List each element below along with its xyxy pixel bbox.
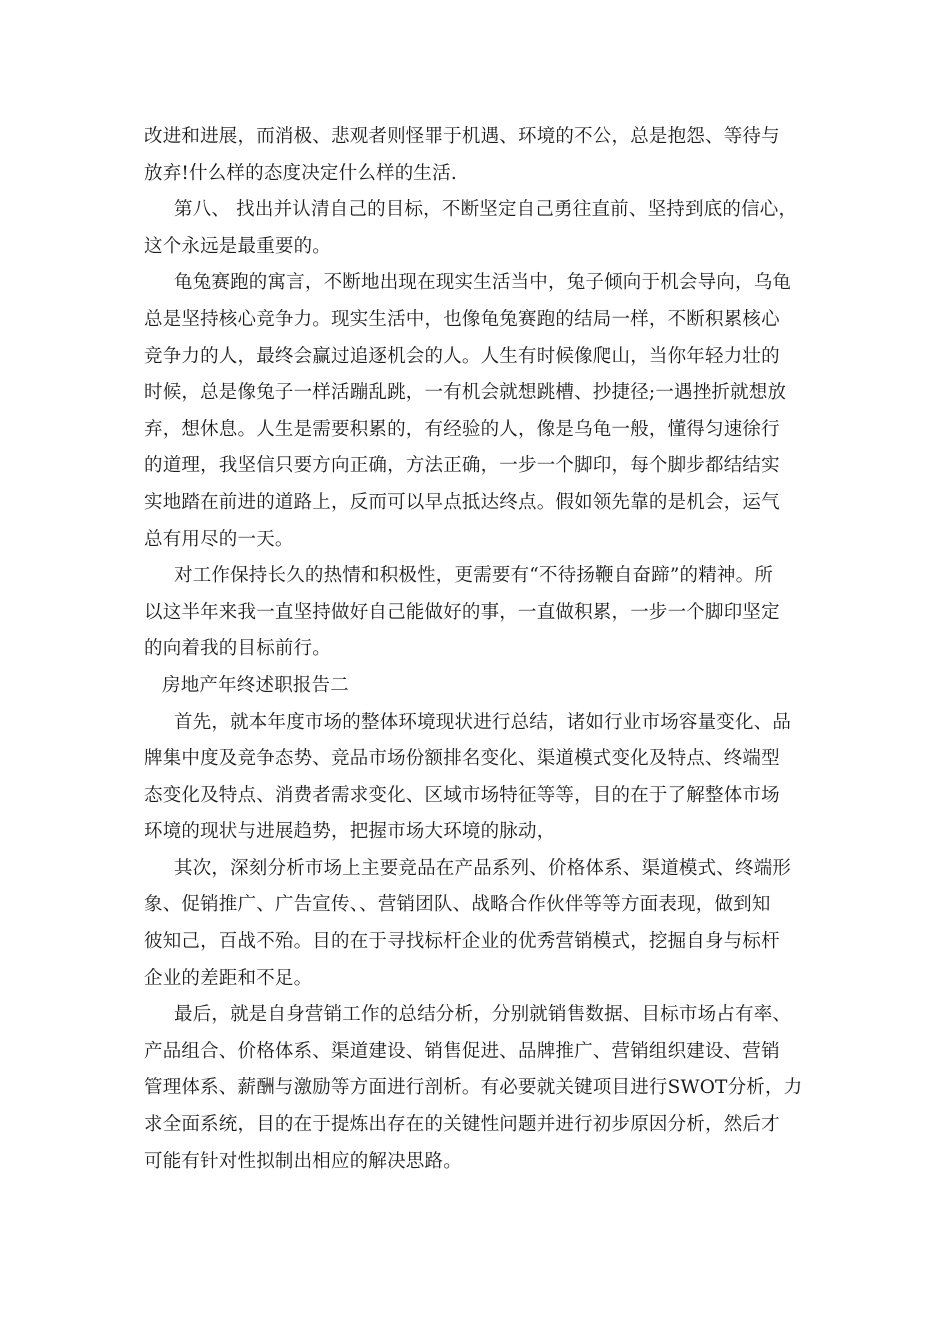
text-line: 其次，深刻分析市场上主要竞品在产品系列、价格体系、渠道模式、终端形 xyxy=(174,857,792,879)
text-line: 态变化及特点、消费者需求变化、区域市场特征等等，目的在于了解整体市场 xyxy=(144,784,780,806)
text-line: 的向着我的目标前行。 xyxy=(144,638,332,660)
text-line: 实地踏在前进的道路上，反而可以早点抵达终点。假如领先靠的是机会，运气 xyxy=(144,491,780,513)
text-line: 管理体系、薪酬与激励等方面进行剖析。有必要就关键项目进行SWOT分析，力 xyxy=(144,1077,803,1099)
text-line: 最后，就是自身营销工作的总结分析，分别就销售数据、目标市场占有率、 xyxy=(174,1004,792,1026)
text-line: 企业的差距和不足。 xyxy=(144,967,313,989)
text-line: 首先，就本年度市场的整体环境现状进行总结，诸如行业市场容量变化、品 xyxy=(174,711,792,733)
text-line: 这个永远是最重要的。 xyxy=(144,235,332,257)
text-line: 象、促销推广、广告宣传、、营销团队、战略合作伙伴等等方面表现，做到知 xyxy=(144,894,771,916)
text-line: 牌集中度及竞争态势、竞品市场份额排名变化、渠道模式变化及特点、终端型 xyxy=(144,748,780,770)
text-line: 弃，想休息。人生是需要积累的，有经验的人，像是乌龟一般，懂得匀速徐行 xyxy=(144,418,780,440)
text-line: 可能有针对性拟制出相应的解决思路。 xyxy=(144,1150,462,1172)
text-line: 改进和进展，而消极、悲观者则怪罪于机遇、环境的不公，总是抱怨、等待与 xyxy=(144,126,780,147)
text-line: 以这半年来我一直坚持做好自己能做好的事，一直做积累，一步一个脚印坚定 xyxy=(144,601,780,623)
text-line: 的道理，我坚信只要方向正确，方法正确，一步一个脚印，每个脚步都结结实 xyxy=(144,455,780,477)
document-body xyxy=(144,119,806,1180)
text-line: 放弃!什么样的态度决定什么样的生活. xyxy=(144,162,457,184)
section-heading: 房地产年终述职报告二 xyxy=(162,674,350,696)
text-line: 第八、 找出并认清自己的目标，不断坚定自己勇往直前、坚持到底的信心， xyxy=(174,199,798,221)
text-line: 总是坚持核心竞争力。现实生活中，也像龟兔赛跑的结局一样，不断积累核心 xyxy=(144,308,780,330)
text-line: 竞争力的人，最终会赢过追逐机会的人。人生有时候像爬山，当你年轻力壮的 xyxy=(144,345,780,367)
text-line: 彼知己，百战不殆。目的在于寻找标杆企业的优秀营销模式，挖掘自身与标杆 xyxy=(144,931,780,953)
text-line: 环境的现状与进展趋势，把握市场大环境的脉动， xyxy=(144,821,556,843)
text-line: 时候，总是像兔子一样活蹦乱跳，一有机会就想跳槽、抄捷径;一遇挫折就想放 xyxy=(144,382,787,404)
text-line: 总有用尽的一天。 xyxy=(144,528,294,550)
text-line: 对工作保持长久的热情和积极性，更需要有“不待扬鞭自奋蹄”的精神。所 xyxy=(174,565,774,587)
text-line: 求全面系统，目的在于提炼出存在的关键性问题并进行初步原因分析，然后才 xyxy=(144,1114,780,1136)
text-line: 龟兔赛跑的寓言，不断地出现在现实生活当中，兔子倾向于机会导向，乌龟 xyxy=(174,272,792,294)
text-line: 产品组合、价格体系、渠道建设、销售促进、品牌推广、营销组织建设、营销 xyxy=(144,1040,780,1062)
